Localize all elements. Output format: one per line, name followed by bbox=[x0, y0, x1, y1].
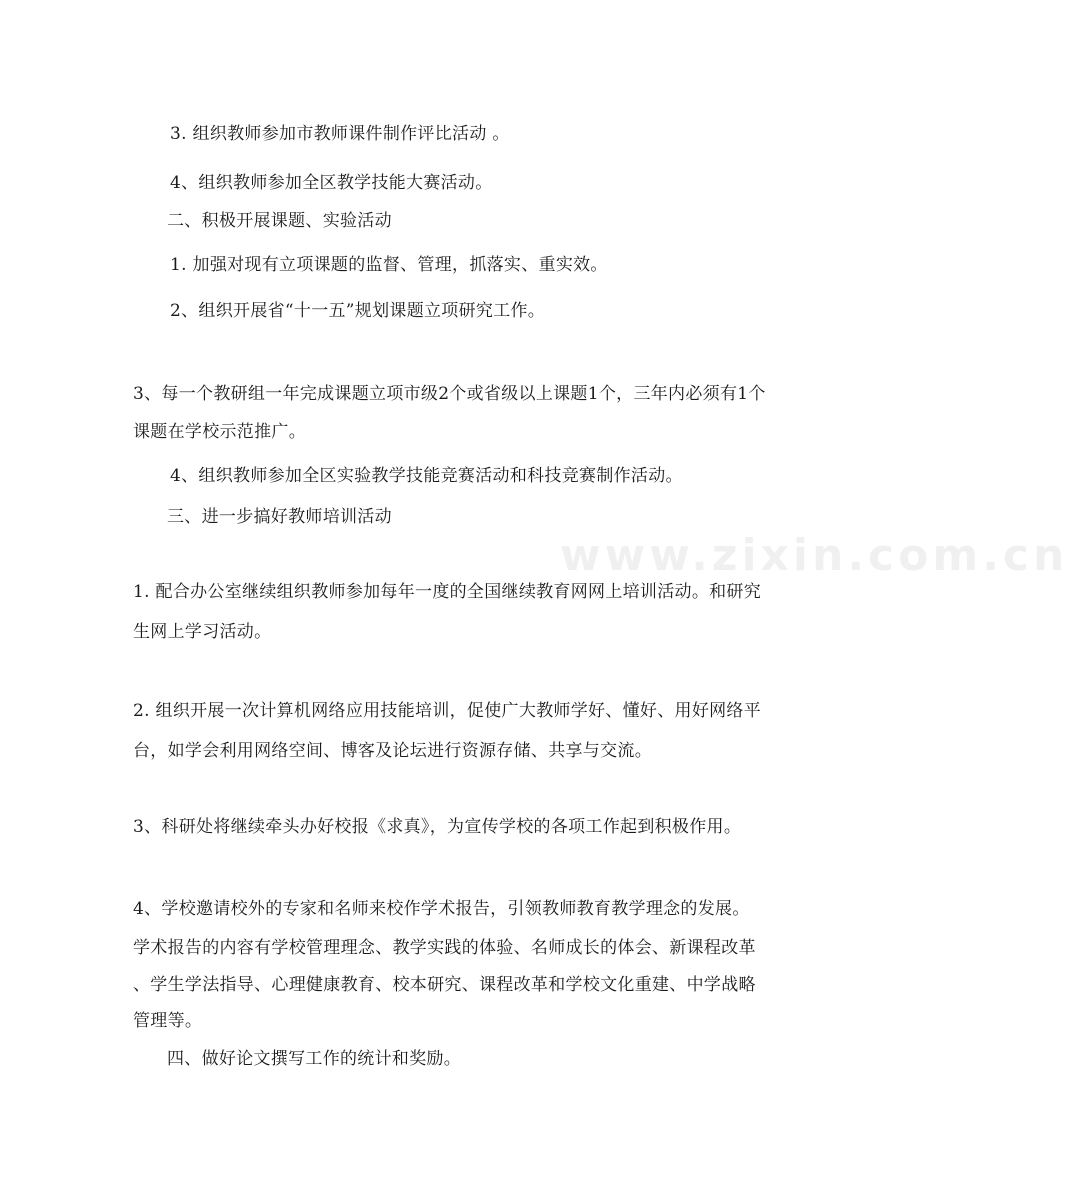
watermark: www.zixin.com.cn bbox=[560, 530, 1068, 581]
section-heading: 二、积极开展课题、实验活动 bbox=[167, 211, 392, 231]
text-line: 1. 配合办公室继续组织教师参加每年一度的全国继续教育网网上培训活动。和研究 bbox=[133, 582, 762, 602]
section-heading: 四、做好论文撰写工作的统计和奖励。 bbox=[167, 1049, 462, 1069]
text-line: 生网上学习活动。 bbox=[133, 622, 272, 642]
text-line: 4、组织教师参加全区实验教学技能竞赛活动和科技竞赛制作活动。 bbox=[170, 466, 683, 486]
text-line: 3、每一个教研组一年完成课题立项市级2个或省级以上课题1个，三年内必须有1个 bbox=[133, 384, 766, 404]
section-heading: 三、进一步搞好教师培训活动 bbox=[167, 507, 392, 527]
text-line: 课题在学校示范推广。 bbox=[133, 422, 306, 442]
text-line: 、学生学法指导、心理健康教育、校本研究、课程改革和学校文化重建、中学战略 bbox=[133, 975, 756, 995]
text-line: 2. 组织开展一次计算机网络应用技能培训，促使广大教师学好、懂好、用好网络平 bbox=[133, 701, 762, 721]
text-line: 2、组织开展省“十一五”规划课题立项研究工作。 bbox=[170, 301, 546, 321]
text-line: 4、学校邀请校外的专家和名师来校作学术报告，引领教师教育教学理念的发展。 bbox=[133, 899, 750, 919]
text-line: 台，如学会利用网络空间、博客及论坛进行资源存储、共享与交流。 bbox=[133, 741, 652, 761]
text-line: 4、组织教师参加全区教学技能大赛活动。 bbox=[170, 173, 493, 193]
text-line: 3、科研处将继续牵头办好校报《求真》，为宣传学校的各项工作起到积极作用。 bbox=[133, 817, 742, 837]
text-line: 3. 组织教师参加市教师课件制作评比活动 。 bbox=[170, 124, 510, 144]
text-line: 1. 加强对现有立项课题的监督、管理，抓落实、重实效。 bbox=[170, 255, 608, 275]
text-line: 管理等。 bbox=[133, 1011, 203, 1031]
text-line: 学术报告的内容有学校管理理念、教学实践的体验、名师成长的体会、新课程改革 bbox=[133, 938, 756, 958]
